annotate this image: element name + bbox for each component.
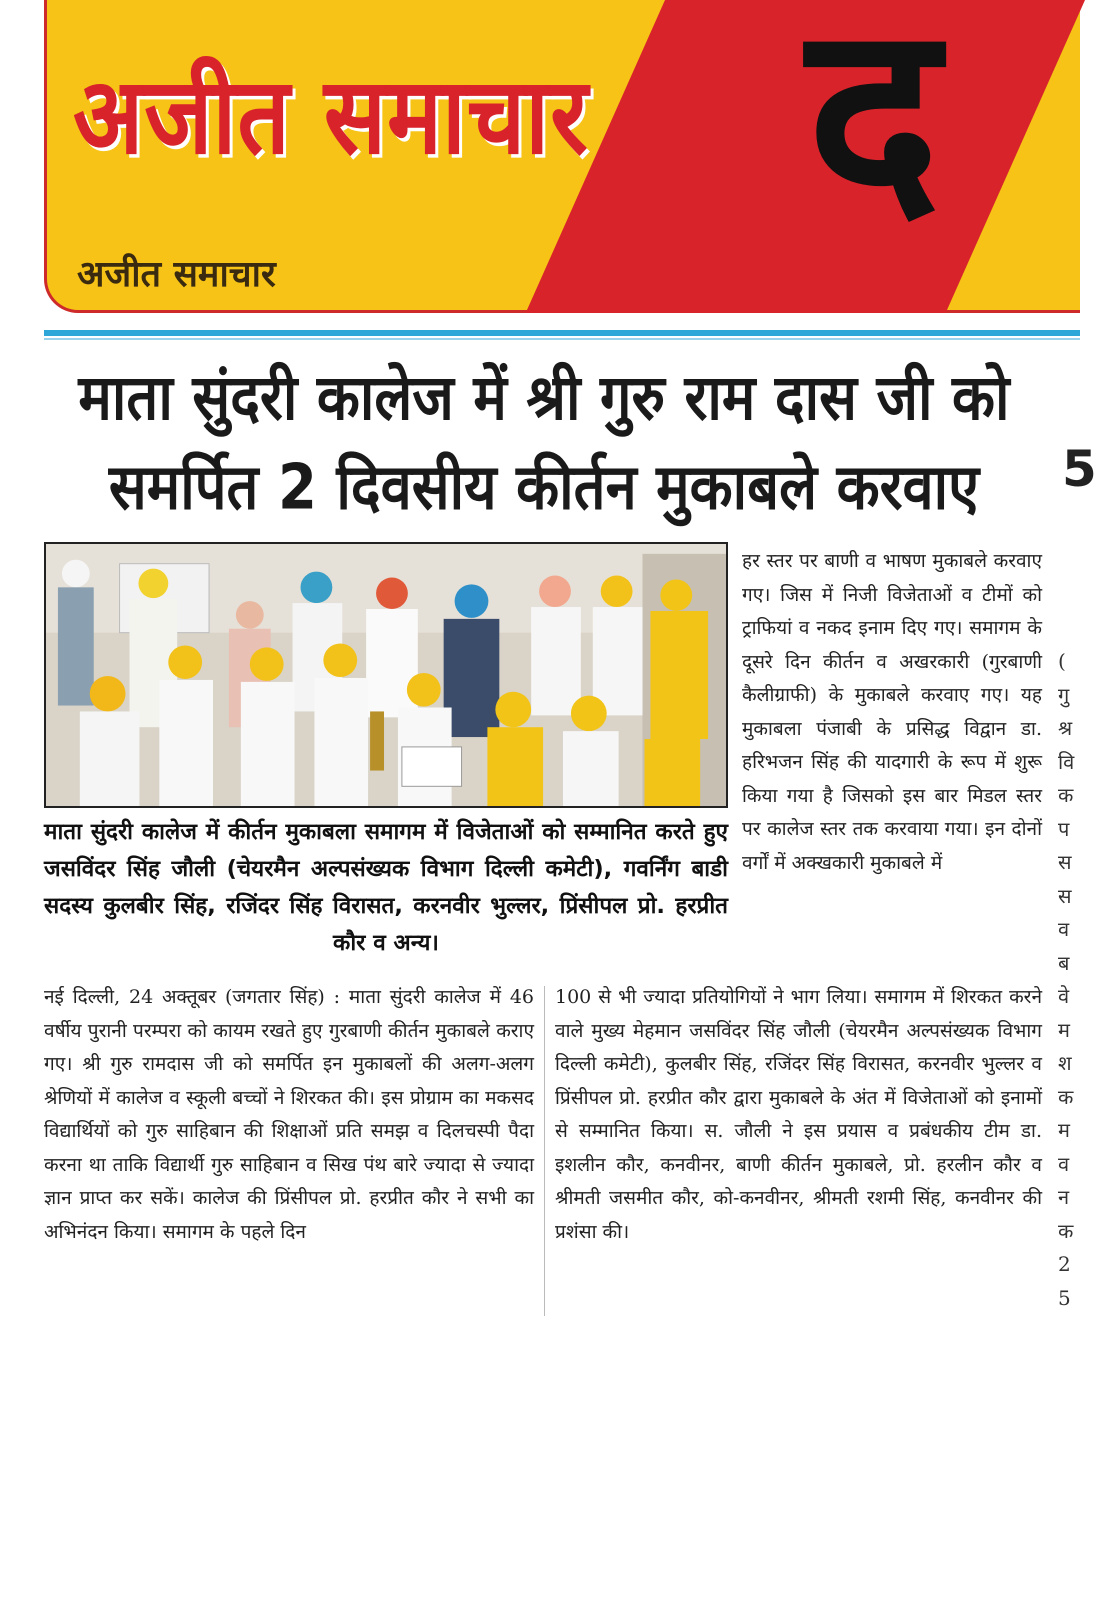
headline-line-1: माता सुंदरी कालेज में श्री गुरु राम दास जी को bbox=[78, 361, 1010, 435]
edge-char: वि bbox=[1058, 749, 1075, 774]
photo-caption: माता सुंदरी कालेज में कीर्तन मुकाबला समागम में विजेताओं को सम्मानित करते हुए जसविंदर सिंह जौली (चेयरमैन अल्पसंख्यक विभाग दिल्ली कमेटी), गवर्निंग बाडी सदस्य कुलबीर सिंह, रजिंदर सिंह विरासत, करनवीर भुल्लर, प्रिंसीपल प्रो. हरप्रीत कौर व अन्य। bbox=[44, 819, 728, 956]
edge-char: ( bbox=[1058, 649, 1066, 673]
article-column-left: नई दिल्ली, 24 अक्तूबर (जगतार सिंह) : माता सुंदरी कालेज में 46 वर्षीय पुरानी परम्परा को कायम रखते हुए गुरबाणी कीर्तन मुकाबले कराए गए। श्री गुरु रामदास जी को समर्पित इन मुकाबलों की अलग-अलग श्रेणियों में कालेज व स्कूली बच्चों ने शिरकत की। इस प्रोग्राम का मकसद विद्यार्थियों को गुरु साहिबान की शिक्षाओं प्रति समझ व दिलचस्पी पैदा करना था ताकि विद्यार्थी गुरु साहिबान व सिख पंथ बारे ज्यादा से ज्यादा ज्ञान प्राप्त कर सकें। कालेज की प्रिंसीपल प्रो. हरप्रीत कौर ने सभी का अभिनंदन किया। समागम के पहले दिन bbox=[44, 986, 534, 1243]
masthead-big-letter: द bbox=[807, 0, 940, 260]
masthead-subtitle: अजीत समाचार bbox=[77, 254, 276, 295]
article-photo bbox=[44, 542, 728, 808]
edge-char: म bbox=[1058, 1118, 1070, 1142]
column-divider bbox=[544, 986, 545, 1316]
edge-char: श bbox=[1058, 1051, 1072, 1075]
edge-char: स bbox=[1058, 883, 1072, 908]
edge-char: व bbox=[1058, 917, 1070, 941]
edge-char: 2 bbox=[1058, 1252, 1071, 1276]
masthead-red-panel bbox=[526, 0, 1085, 313]
article-headline bbox=[44, 354, 1044, 533]
edge-char: क bbox=[1058, 1084, 1074, 1109]
section-divider-thin bbox=[44, 338, 1080, 340]
masthead-banner bbox=[44, 0, 1080, 313]
edge-char: ब bbox=[1058, 950, 1070, 975]
edge-char: श्र bbox=[1058, 716, 1073, 740]
neighbour-headline-fragment: 5 bbox=[1062, 440, 1097, 498]
edge-char: स bbox=[1058, 850, 1072, 874]
edge-char: प bbox=[1058, 816, 1070, 841]
masthead-title: अजीत समाचार bbox=[73, 54, 589, 179]
edge-char: 5 bbox=[1058, 1285, 1071, 1310]
neighbour-column-fragment bbox=[1058, 645, 1080, 1611]
group-photo-icon bbox=[46, 544, 726, 806]
headline-line-2: समर्पित 2 दिवसीय कीर्तन मुकाबले करवाए bbox=[108, 451, 980, 525]
article-column-right: हर स्तर पर बाणी व भाषण मुकाबले करवाए गए। जिस में निजी विजेताओं व टीमों को ट्राफियां व नकद इनाम दिए गए। समागम के दूसरे दिन कीर्तन व अखरकारी (गुरबाणी कैलीग्राफी) के मुकाबले करवाए गए। यह मुकाबला पंजाबी के प्रसिद्ध विद्वान डा. हरिभजन सिंह की यादगारी के रूप में शुरू किया गया है जिसको इस बार मिडल स्तर पर कालेज स्तर तक करवाया गया। इन दोनों वर्गों में अक्खकारी मुकाबले में bbox=[742, 550, 1042, 874]
article-column-middle: 100 से भी ज्यादा प्रतियोगियों ने भाग लिया। समागम में शिरकत करने वाले मुख्य मेहमान जसविंदर सिंह जौली (चेयरमैन अल्पसंख्यक विभाग दिल्ली कमेटी), कुलबीर सिंह, रजिंदर सिंह विरासत, करनवीर भुल्लर व प्रिंसीपल प्रो. हरप्रीत कौर द्वारा मुकाबले के अंत में विजेताओं को इनामों से सम्मानित किया। स. जौली ने इस प्रयास व प्रबंधकीय टीम डा. इशलीन कौर, कनवीनर, बाणी कीर्तन मुकाबले, प्रो. हरलीन कौर व श्रीमती जसमीत कौर, को-कनवीनर, श्रीमती रशमी सिंह, कनवीनर की प्रशंसा की। bbox=[555, 986, 1042, 1243]
edge-char: क bbox=[1058, 1218, 1074, 1243]
section-divider bbox=[44, 330, 1080, 336]
edge-char: गु bbox=[1058, 682, 1070, 707]
edge-char: न bbox=[1058, 1185, 1070, 1209]
edge-char: वे bbox=[1058, 984, 1070, 1008]
edge-char: म bbox=[1058, 1017, 1070, 1042]
edge-char: व bbox=[1058, 1151, 1070, 1176]
edge-char: क bbox=[1058, 783, 1074, 807]
